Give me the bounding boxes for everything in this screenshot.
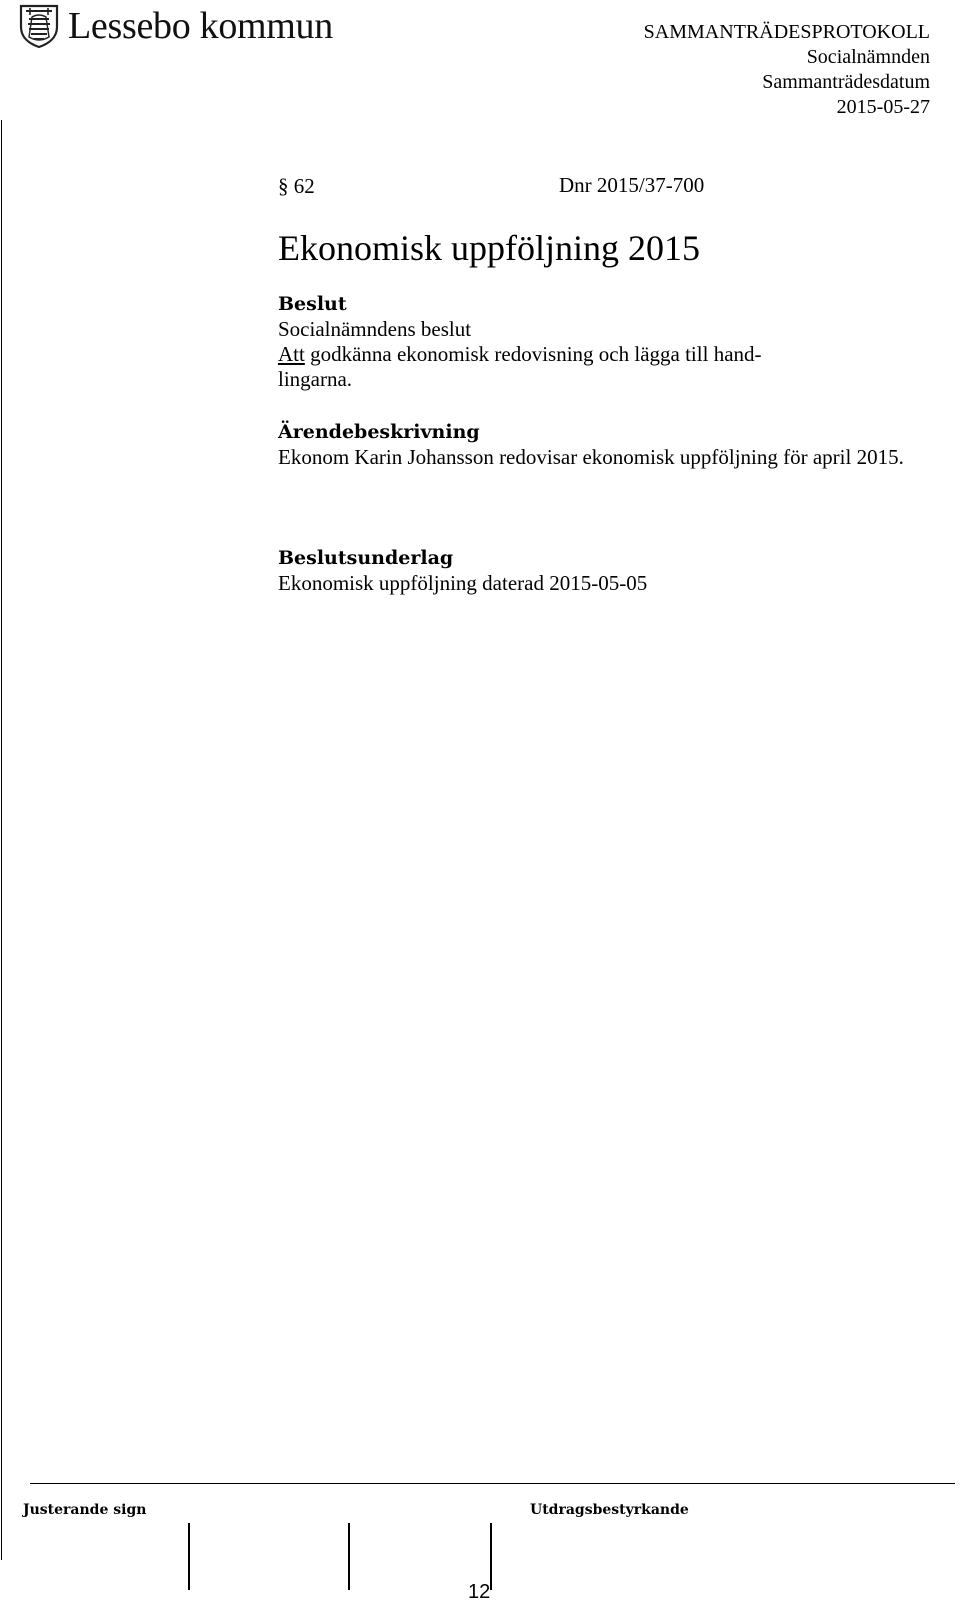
footer-rule <box>30 1483 955 1484</box>
signature-box-divider <box>490 1523 492 1590</box>
signature-box-divider <box>188 1523 190 1590</box>
description-text: Ekonom Karin Johansson redovisar ekonomisk uppföljning för april 2015. <box>278 445 904 469</box>
description-section <box>278 420 938 470</box>
page-title: Ekonomisk uppföljning 2015 <box>278 228 700 268</box>
board-name: Socialnämnden <box>806 46 930 68</box>
document-type: SAMMANTRÄDESPROTOKOLL <box>643 21 930 43</box>
decision-heading: Beslut <box>278 293 347 315</box>
document-header <box>644 20 930 120</box>
signature-box-divider <box>348 1523 350 1590</box>
description-heading: Ärendebeskrivning <box>278 421 480 443</box>
decision-section <box>278 292 928 392</box>
decision-text-line2: lingarna. <box>278 367 353 391</box>
paragraph-number: § 62 <box>278 174 315 198</box>
att-keyword: Att <box>278 342 305 366</box>
municipality-name: Lessebo kommun <box>68 5 333 47</box>
case-number: Dnr 2015/37-700 <box>559 173 705 197</box>
left-margin-rule <box>1 120 2 1560</box>
meeting-date: 2015-05-27 <box>836 96 930 118</box>
basis-heading: Beslutsunderlag <box>278 547 454 569</box>
decision-text-line1: godkänna ekonomisk redovisning och lägga till hand- <box>304 342 762 366</box>
decision-text <box>278 342 928 367</box>
page-number: 12 <box>468 1581 491 1603</box>
municipality-logo <box>18 2 333 50</box>
extract-certification-label: Utdragsbestyrkande <box>530 1502 689 1518</box>
meeting-date-label: Sammanträdesdatum <box>762 71 930 93</box>
signature-label: Justerande sign <box>23 1502 147 1518</box>
decision-subheading: Socialnämndens beslut <box>278 317 472 341</box>
coat-of-arms-icon <box>18 3 60 49</box>
basis-text: Ekonomisk uppföljning daterad 2015-05-05 <box>278 571 648 595</box>
basis-section <box>278 546 928 596</box>
